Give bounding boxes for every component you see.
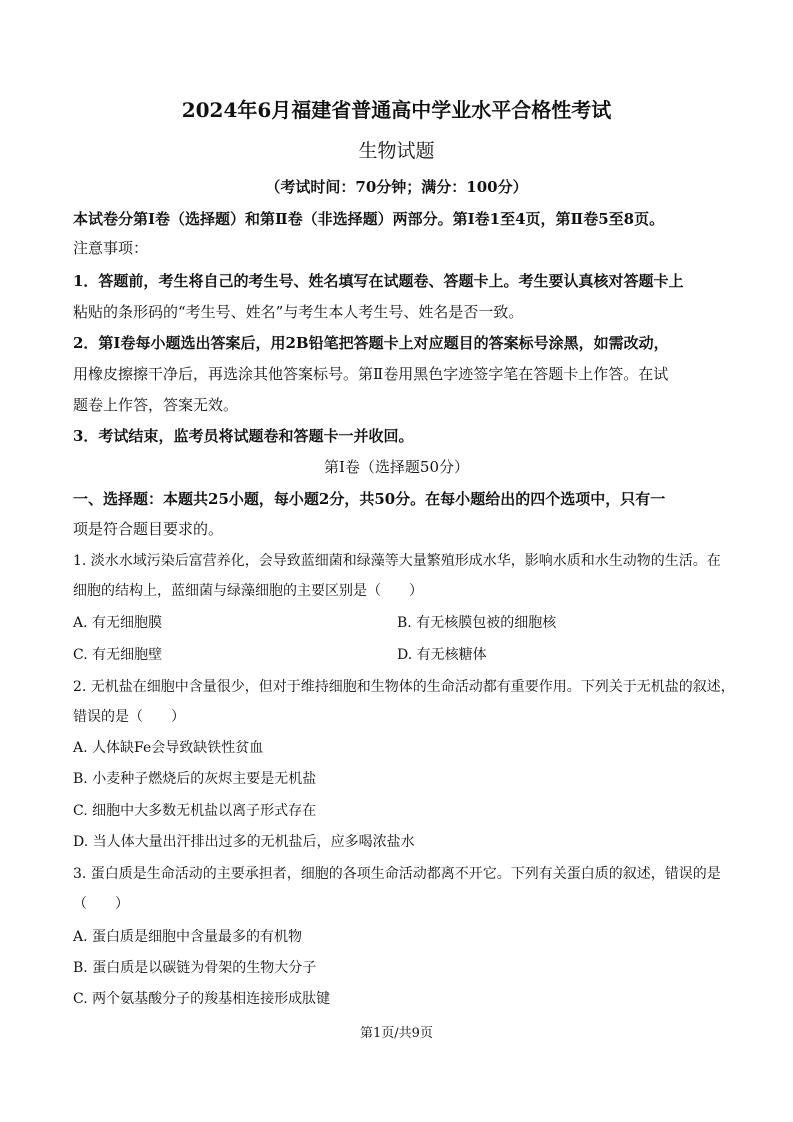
section-instruction: 项是符合题目要求的。 (73, 520, 224, 538)
option-a: A. 人体缺Fe会导致缺铁性贫血 (73, 740, 264, 756)
section-heading: 第Ⅰ卷（选择题50分） (323, 458, 469, 476)
question-stem: 2. 无机盐在细胞中含量很少，但对于维持细胞和生物体的生命活动都有重要作用。下列关于无机盐的叙述， (73, 679, 735, 695)
subject-title: 生物试题 (358, 140, 435, 162)
option-b: B. 蛋白质是以碳链为骨架的生物大分子 (73, 960, 317, 976)
section-instruction: 一、选择题：本题共25小题，每小题2分，共50分。在每小题给出的四个选项中，只有一 (73, 490, 666, 508)
question-stem: 3. 蛋白质是生命活动的主要承担者，细胞的各项生命活动都离不开它。下列有关蛋白质的叙述，错误的是 (73, 866, 721, 882)
question-stem: 错误的是（ ） (73, 709, 185, 725)
option-c: C. 细胞中大多数无机盐以离子形式存在 (73, 803, 317, 819)
option-a: A. 蛋白质是细胞中含量最多的有机物 (73, 929, 303, 945)
option-c: C. 两个氨基酸分子的羧基相连接形成肽键 (73, 991, 331, 1007)
option-b: B. 小麦种子燃烧后的灰烬主要是无机盐 (73, 771, 317, 787)
option-a: A. 有无细胞膜 (73, 615, 163, 631)
intro-line: 本试卷分第Ⅰ卷（选择题）和第Ⅱ卷（非选择题）两部分。第Ⅰ卷1至4页，第Ⅱ卷5至8页。 (73, 210, 665, 228)
note-line: 3．考试结束，监考员将试题卷和答题卡一并收回。 (73, 427, 414, 445)
exam-title: 2024年6月福建省普通高中学业水平合格性考试 (181, 98, 612, 122)
note-line: 2．第Ⅰ卷每小题选出答案后，用2B铅笔把答题卡上对应题目的答案标号涂黑，如需改动， (73, 334, 669, 352)
option-d: D. 有无核糖体 (397, 647, 487, 663)
question-stem: 细胞的结构上，蓝细菌与绿藻细胞的主要区别是（ ） (73, 583, 423, 599)
option-b: B. 有无核膜包被的细胞核 (397, 615, 557, 631)
exam-info: （考试时间：70分钟；满分：100分） (265, 178, 528, 196)
note-line: 1．答题前，考生将自己的考生号、姓名填写在试题卷、答题卡上。考生要认真核对答题卡上 (73, 272, 684, 290)
note-line: 题卷上作答，答案无效。 (73, 396, 239, 414)
notes-heading: 注意事项： (73, 239, 149, 257)
note-line: 粘贴的条形码的“考生号、姓名”与考生本人考生号、姓名是否一致。 (73, 303, 524, 321)
question-stem: （ ） (73, 896, 129, 912)
question-stem: 1. 淡水水域污染后富营养化，会导致蓝细菌和绿藻等大量繁殖形成水华，影响水质和水生动物的生活。在 (73, 553, 721, 569)
page-number: 第1页/共9页 (360, 1026, 433, 1041)
option-d: D. 当人体大量出汗排出过多的无机盐后，应多喝浓盐水 (73, 834, 415, 850)
note-line: 用橡皮擦擦干净后，再选涂其他答案标号。第Ⅱ卷用黑色字迹签字笔在答题卡上作答。在试 (73, 365, 669, 383)
option-c: C. 有无细胞壁 (73, 647, 163, 663)
